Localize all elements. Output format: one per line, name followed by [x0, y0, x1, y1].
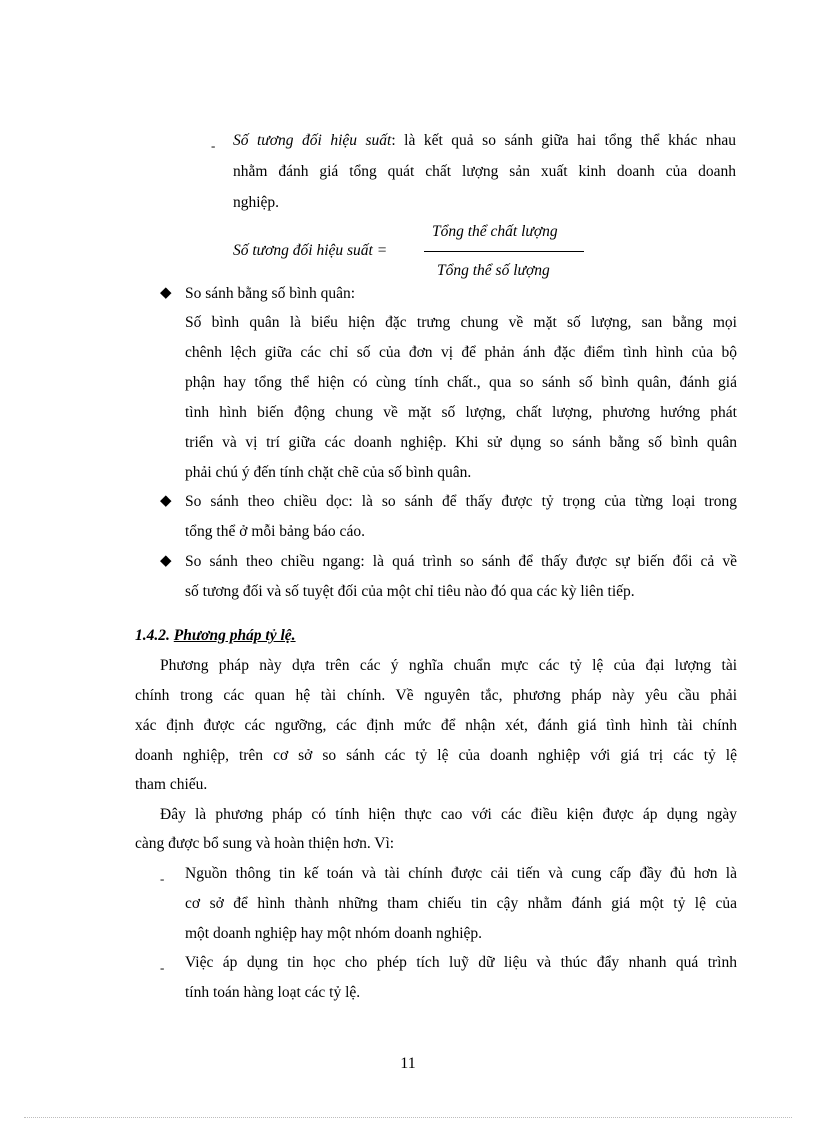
reason-1-line-3: một doanh nghiệp hay một nhóm doanh nghiệp.: [185, 925, 483, 942]
paragraph-1-line-2: chính trong các quan hệ tài chính. Về nguyên tắc, phương pháp này yêu cầu phải: [135, 687, 737, 704]
vertical-compare-line-2: tổng thể ở mỗi bảng báo cáo.: [185, 523, 365, 540]
dash-bullet-icon: -: [211, 138, 216, 153]
average-line-4: tình hình biến động chung về mặt số lượng, chất lượng, phương hướng phát: [185, 404, 737, 421]
section-title: Phương pháp tỷ lệ.: [173, 627, 296, 644]
paragraph-1-line-3: xác định được các ngưỡng, các định mức để nhận xét, đánh giá tình hình tài chính: [135, 717, 737, 734]
formula-lhs: Số tương đối hiệu suất =: [233, 242, 388, 259]
vertical-compare-line-1: So sánh theo chiều dọc: là so sánh để thấy được tỷ trọng của từng loại trong: [185, 493, 737, 510]
average-line-3: phận hay tổng thể hiện có cùng tính chất., qua so sánh số bình quân, đánh giá: [185, 374, 737, 391]
diamond-bullet-icon: ◆: [160, 493, 172, 509]
paragraph-1-line-1: Phương pháp này dựa trên các ý nghĩa chuẩn mực các tỷ lệ của đại lượng tài: [160, 657, 737, 674]
page-number: 11: [400, 1055, 416, 1072]
reason-2-line-2: tính toán hàng loạt các tỷ lệ.: [185, 984, 361, 1001]
formula-numerator: Tổng thể chất lượng: [432, 223, 558, 240]
average-line-5: triển và vị trí giữa các doanh nghiệp. Khi sử dụng so sánh bằng số bình quân: [185, 434, 737, 451]
section-number: 1.4.2.: [135, 627, 170, 644]
horizontal-compare-line-1: So sánh theo chiều ngang: là quá trình so sánh để thấy được sự biến đổi cả về: [185, 553, 737, 570]
diamond-bullet-icon: ◆: [160, 553, 172, 569]
diamond-bullet-icon: ◆: [160, 285, 172, 301]
efficiency-term: Số tương đối hiệu suất: [233, 132, 392, 149]
dash-bullet-icon: -: [160, 871, 165, 886]
paragraph-2-line-2: càng được bổ sung và hoàn thiện hơn. Vì:: [135, 835, 395, 852]
reason-1-line-1: Nguồn thông tin kế toán và tài chính được cải tiến và cung cấp đầy đủ hơn là: [185, 865, 737, 882]
section-heading: [135, 626, 296, 646]
fraction-bar: [424, 251, 584, 252]
efficiency-definition-line-3: nghiệp.: [233, 194, 280, 211]
paragraph-2-line-1: Đây là phương pháp có tính hiện thực cao với các điều kiện được áp dụng ngày: [160, 806, 737, 823]
reason-1-line-2: cơ sở để hình thành những tham chiếu tin cậy nhằm đánh giá một tỷ lệ của: [185, 895, 737, 912]
average-line-6: phải chú ý đến tính chặt chẽ của số bình quân.: [185, 464, 472, 481]
horizontal-compare-line-2: số tương đối và số tuyệt đối của một chỉ tiêu nào đó qua các kỳ liên tiếp.: [185, 583, 635, 600]
paragraph-1-line-5: tham chiếu.: [135, 776, 208, 793]
average-line-2: chênh lệch giữa các chỉ số của đơn vị để phản ánh đặc điểm tình hình của bộ: [185, 344, 737, 361]
efficiency-definition-line-1: [233, 131, 736, 151]
average-compare-title: So sánh bằng số bình quân:: [185, 285, 356, 302]
dash-bullet-icon: -: [160, 960, 165, 975]
average-line-1: Số bình quân là biểu hiện đặc trưng chung về mặt số lượng, san bằng mọi: [185, 314, 737, 331]
paragraph-1-line-4: doanh nghiệp, trên cơ sở so sánh các tỷ lệ của doanh nghiệp với giá trị các tỷ lệ: [135, 747, 737, 764]
page-bottom-border: [24, 1117, 792, 1118]
efficiency-definition-text: : là kết quả so sánh giữa hai tổng thể khác nhau: [391, 132, 736, 149]
formula-denominator: Tổng thể số lượng: [437, 262, 550, 279]
reason-2-line-1: Việc áp dụng tin học cho phép tích luỹ dữ liệu và thúc đẩy nhanh quá trình: [185, 954, 737, 971]
efficiency-definition-line-2: nhằm đánh giá tổng quát chất lượng sản xuất kinh doanh của doanh: [233, 163, 736, 180]
